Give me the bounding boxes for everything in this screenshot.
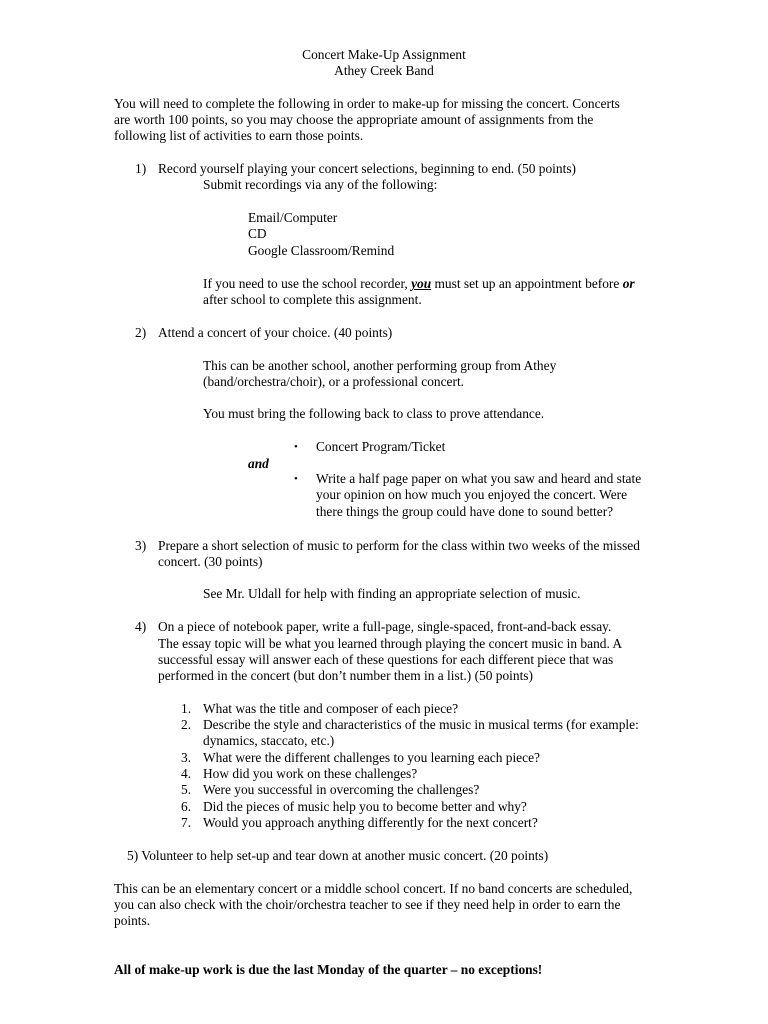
page-subtitle: Athey Creek Band — [334, 63, 434, 78]
question-number: 4. — [181, 766, 192, 781]
assignment-item-5: 5) Volunteer to help set-up and tear down at another music concert. (20 points) — [127, 848, 549, 863]
question-text: Describe the style and characteristics of the music in musical terms (for example: — [203, 717, 639, 732]
recorder-note — [203, 276, 635, 292]
item-text: successful essay will answer each of these questions for each different piece that was — [158, 652, 614, 667]
item-text: On a piece of notebook paper, write a full-page, single-spaced, front-and-back essay. — [158, 619, 612, 634]
item-number: 4) — [135, 619, 147, 634]
note-emphasis-or: or — [622, 276, 635, 291]
item-text: Prepare a short selection of music to perform for the class within two weeks of the missed — [158, 538, 640, 553]
item-description: This can be another school, another performing group from Athey — [203, 358, 557, 373]
question-text: Would you approach anything differently for the next concert? — [203, 815, 538, 830]
note-emphasis-you: you — [411, 276, 432, 291]
item-help-note: See Mr. Uldall for help with finding an appropriate selection of music. — [203, 586, 581, 601]
closing-line: This can be an elementary concert or a middle school concert. If no band concerts are scheduled, — [114, 881, 633, 896]
question-text: Did the pieces of music help you to become better and why? — [203, 799, 527, 814]
and-connector: and — [248, 456, 269, 471]
deadline-notice: All of make-up work is due the last Monday of the quarter – no exceptions! — [114, 962, 543, 977]
question-text: What was the title and composer of each piece? — [203, 701, 459, 716]
intro-line: You will need to complete the following in order to make-up for missing the concert. Concerts — [114, 96, 620, 111]
item-number: 3) — [135, 538, 147, 553]
question-number: 6. — [181, 799, 192, 814]
question-text: What were the different challenges to you learning each piece? — [203, 750, 540, 765]
item-text: The essay topic will be what you learned through playing the concert music in band. A — [158, 636, 623, 651]
submit-option: Email/Computer — [248, 210, 338, 225]
question-number: 7. — [181, 815, 192, 830]
question-number: 1. — [181, 701, 192, 716]
note-text: must set up an appointment before — [431, 276, 623, 291]
closing-line: points. — [114, 913, 151, 928]
item-text: Record yourself playing your concert selections, beginning to end. (50 points) — [158, 161, 576, 176]
bullet-text: there things the group could have done to sound better? — [316, 504, 614, 519]
item-description: (band/orchestra/choir), or a professional concert. — [203, 374, 465, 389]
intro-line: are worth 100 points, so you may choose the appropriate amount of assignments from the — [114, 112, 594, 127]
attendance-note: You must bring the following back to class to prove attendance. — [203, 406, 545, 421]
submit-instructions: Submit recordings via any of the following: — [203, 177, 438, 192]
bullet-text: Concert Program/Ticket — [316, 439, 446, 454]
bullet-text: your opinion on how much you enjoyed the concert. Were — [316, 487, 628, 502]
item-number: 2) — [135, 325, 147, 340]
question-text: How did you work on these challenges? — [203, 766, 418, 781]
note-text: If you need to use the school recorder, — [203, 276, 412, 291]
item-text: Attend a concert of your choice. (40 points) — [158, 325, 393, 340]
item-text: performed in the concert (but don’t number them in a list.) (50 points) — [158, 668, 533, 683]
page-title: Concert Make-Up Assignment — [302, 47, 466, 62]
item-text: concert. (30 points) — [158, 554, 263, 569]
bullet-icon: • — [294, 473, 298, 485]
question-number: 3. — [181, 750, 192, 765]
question-number: 5. — [181, 782, 192, 797]
intro-line: following list of activities to earn those points. — [114, 128, 364, 143]
submit-option: CD — [248, 226, 267, 241]
submit-option: Google Classroom/Remind — [248, 243, 395, 258]
closing-line: you can also check with the choir/orchestra teacher to see if they need help in order to earn the — [114, 897, 621, 912]
question-number: 2. — [181, 717, 192, 732]
bullet-text: Write a half page paper on what you saw and heard and state — [316, 471, 642, 486]
question-text: dynamics, staccato, etc.) — [203, 733, 335, 748]
question-text: Were you successful in overcoming the challenges? — [203, 782, 480, 797]
item-number: 1) — [135, 161, 147, 176]
recorder-note-line-2: after school to complete this assignment. — [203, 292, 422, 307]
bullet-icon: • — [294, 441, 298, 453]
